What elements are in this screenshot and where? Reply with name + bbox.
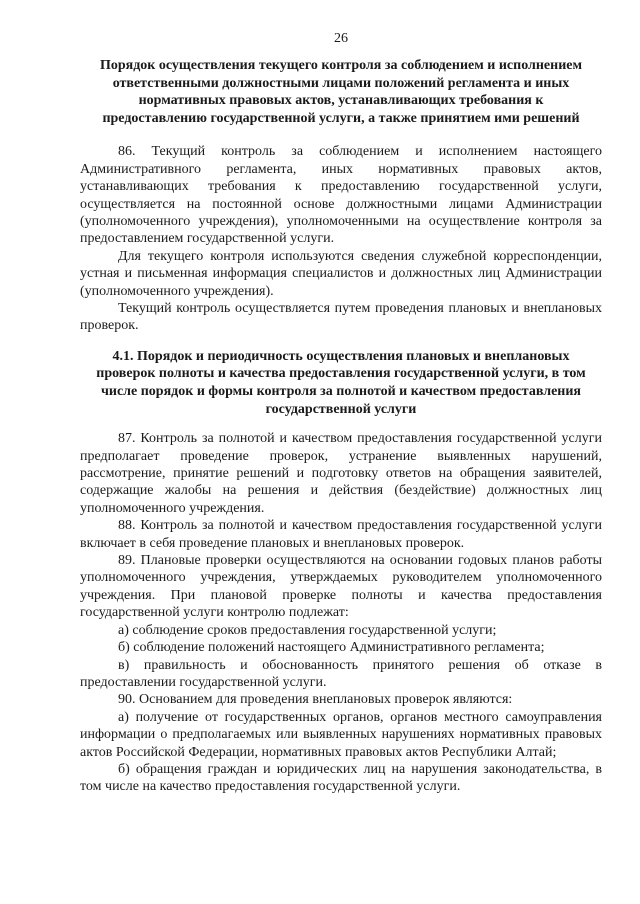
paragraph-87: 87. Контроль за полнотой и качеством предоставления государственной услуги предполагает проведение проверок, устранение выявленных нарушений, рассмотрение, принятие решений и подготовку ответов на обращения заявителей, содержащие жалобы на решения и действия (бездействие) должностных лиц уполномоченного учреждения.: [80, 431, 602, 516]
paragraph-checks: Текущий контроль осуществляется путем проведения плановых и внеплановых проверок.: [80, 301, 602, 334]
paragraph-88: 88. Контроль за полнотой и качеством предоставления государственной услуги включает в себя проведение плановых и внеплановых проверок.: [80, 518, 602, 551]
section-current-control-body: [80, 143, 602, 334]
paragraph-sources: Для текущего контроля используются сведения служебной корреспонденции, устная и письменная информация специалистов и должностных лиц Администрации (уполномоченного учреждения).: [80, 248, 602, 299]
list-item-a: а) соблюдение сроков предоставления государственной услуги;: [118, 622, 497, 638]
list-item-v: в) правильность и обоснованность принятого решения об отказе в предоставлении государственной услуги.: [80, 657, 602, 690]
section-heading-current-control: Порядок осуществления текущего контроля за соблюдением и исполнением ответственными должностными лицами положений регламента и иных нормативных правовых актов, устанавливающих требования к предоставлению государственной услуги, а также принятием ими решений: [99, 58, 583, 126]
list-item-a-90: а) получение от государственных органов, органов местного самоуправления информации о предполагаемых или выявленных нарушениях нормативных правовых актов Российской Федерации, нормативных правовых актов Республики Алтай;: [80, 709, 602, 760]
paragraph-90: 90. Основанием для проведения внеплановых проверок являются:: [118, 692, 513, 708]
page-number: 26: [334, 31, 348, 46]
list-item-b: б) соблюдение положений настоящего Административного регламента;: [118, 640, 545, 656]
paragraph-89: 89. Плановые проверки осуществляются на основании годовых планов работы уполномоченного учреждения, утверждаемых руководителем уполномоченного учреждения. При плановой проверке полноты и качества предоставления государственной услуги контролю подлежат:: [80, 553, 602, 621]
section-heading-4-1: 4.1. Порядок и периодичность осуществления плановых и внеплановых проверок полноты и качества предоставления государственной услуги, в том числе порядок и формы контроля за полнотой и качеством предоставления государственной услуги: [96, 348, 586, 417]
list-item-b-90: б) обращения граждан и юридических лиц на нарушения законодательства, в том числе на качество предоставления государственной услуги.: [80, 761, 602, 795]
paragraph-86: 86. Текущий контроль за соблюдением и исполнением настоящего Административного регламента, иных нормативных правовых актов, устанавливающих требования к предоставлению государственной услуги, осуществляется на постоянной основе должностными лицами Администрации (уполномоченного учреждения), уполномоченными на осуществление контроля за предоставлением государственной услуги.: [80, 144, 602, 247]
section-4-1-body: [80, 430, 602, 796]
